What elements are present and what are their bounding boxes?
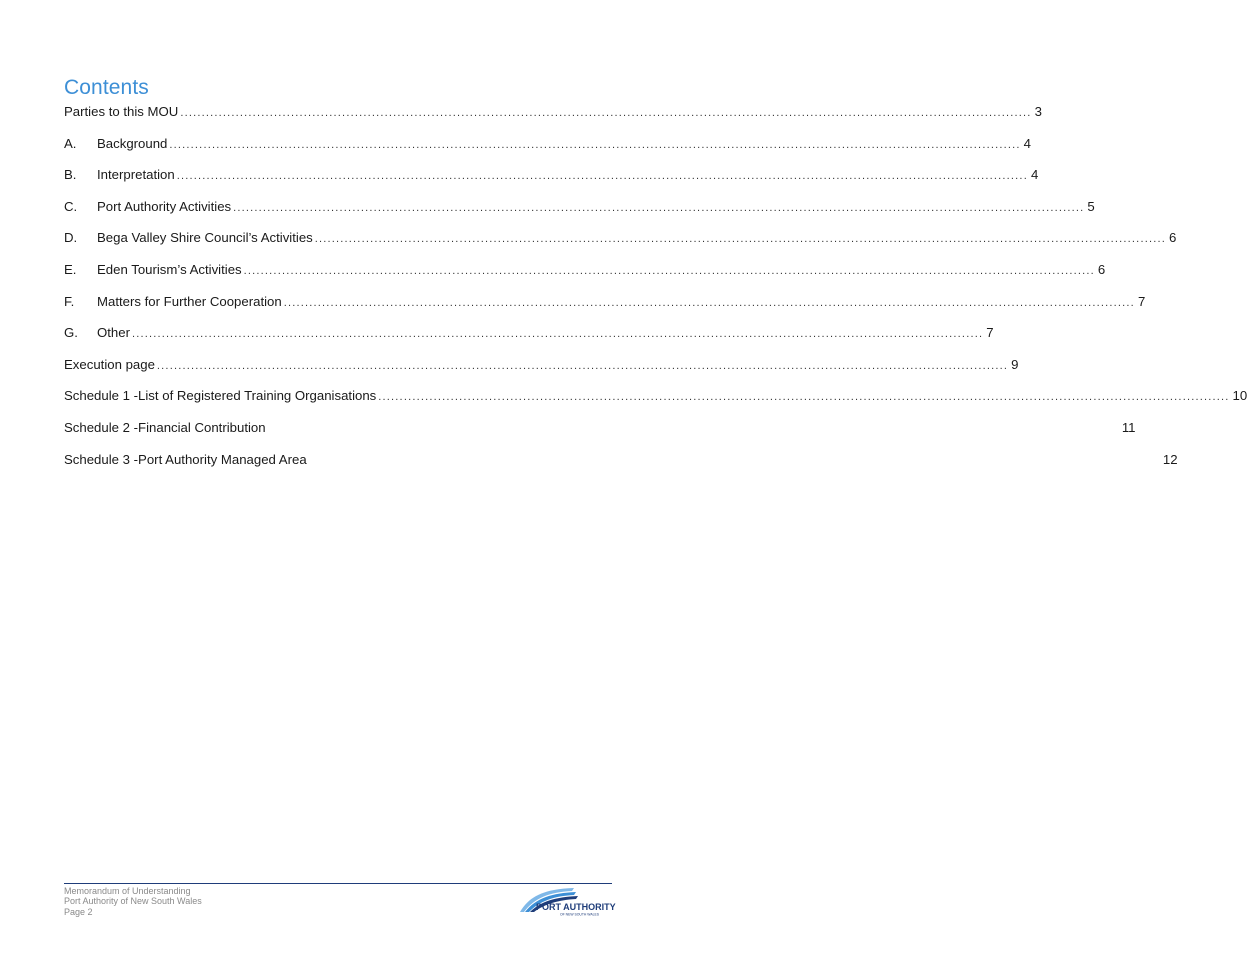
toc-dot-leader: ........................................................................................................................................................................................................ <box>169 138 1021 151</box>
toc-entry[interactable] <box>64 166 1039 198</box>
toc-entry-page-number: 12 <box>1162 451 1178 467</box>
toc-entry-label: Schedule 1 -List of Registered Training Organisations <box>64 388 377 404</box>
toc-entry[interactable] <box>64 419 1136 451</box>
toc-entry-label: Schedule 2 -Financial Contribution <box>64 419 266 435</box>
toc-entry-page-number: 11 <box>1121 419 1136 435</box>
toc-dot-leader: ........................................................................................................................................................................................................ <box>233 201 1085 214</box>
toc-entry-label: Interpretation <box>97 167 175 183</box>
toc-entry[interactable] <box>64 293 1146 325</box>
toc-dot-leader: ........................................................................................................................................................................................................ <box>283 296 1135 309</box>
toc-entry-page-number: 7 <box>1137 293 1146 309</box>
toc-entry[interactable] <box>64 135 1031 167</box>
toc-entry-letter: D. <box>64 230 78 246</box>
footer-text <box>64 886 202 917</box>
toc-entry-page-number: 4 <box>1030 167 1039 183</box>
toc-entry-label: Parties to this MOU <box>64 104 179 119</box>
toc-dot-leader: ........................................................................................................................................................................................................ <box>180 107 1032 119</box>
toc-entry[interactable] <box>64 198 1095 230</box>
toc-entry[interactable] <box>64 261 1106 293</box>
toc-entry-page-number: 5 <box>1087 198 1095 214</box>
toc-entry-label: Other <box>97 325 130 341</box>
logo-name: PORT AUTHORITY <box>536 902 616 912</box>
toc-entry-label: Background <box>97 135 168 151</box>
logo-subtitle: OF NEW SOUTH WALES <box>560 912 600 917</box>
toc-entry-page-number: 6 <box>1168 230 1177 246</box>
toc-entry[interactable] <box>64 356 1019 388</box>
footer-rule <box>64 883 612 884</box>
toc-dot-leader: ........................................................................................................................................................................................................ <box>243 264 1095 277</box>
toc-entry-page-number: 6 <box>1097 261 1106 277</box>
toc-entry-label: Schedule 3 -Port Authority Managed Area <box>64 451 307 467</box>
toc-entry-page-number: 10 <box>1232 388 1247 404</box>
toc-dot-leader: ........................................................................................................................................................................................................ <box>176 170 1028 183</box>
toc-dot-leader: ........................................................................................................................................................................................................ <box>314 233 1166 246</box>
footer-organisation: Port Authority of New South Wales <box>64 896 202 907</box>
toc-entry-page-number: 9 <box>1011 356 1019 372</box>
toc-entry-letter: F. <box>64 293 75 309</box>
toc-entry[interactable] <box>64 103 1042 135</box>
toc-entry-letter: E. <box>64 261 77 277</box>
port-authority-logo <box>516 885 614 917</box>
footer-page-number: Page 2 <box>64 906 93 917</box>
toc-entry-letter: G. <box>64 325 78 341</box>
toc-entry-letter: A. <box>64 135 77 151</box>
toc-entry[interactable] <box>64 229 1177 261</box>
table-of-contents <box>64 103 1247 482</box>
toc-dot-leader: ........................................................................................................................................................................................................ <box>156 359 1009 372</box>
contents-heading: Contents <box>64 76 149 100</box>
toc-entry-page-number: 3 <box>1034 104 1042 119</box>
toc-entry[interactable] <box>64 387 1247 419</box>
toc-dot-leader: ........................................................................................................................................................................................................ <box>131 328 984 341</box>
toc-entry-page-number: 7 <box>986 325 994 341</box>
toc-entry-label: Eden Tourism’s Activities <box>97 261 242 277</box>
toc-entry-page-number: 4 <box>1023 135 1031 151</box>
toc-entry-label: Bega Valley Shire Council’s Activities <box>97 230 313 246</box>
toc-entry[interactable] <box>64 451 1178 483</box>
toc-entry-label: Execution page <box>64 356 155 372</box>
toc-dot-leader: ........................................................................................................................................................................................................ <box>378 391 1230 404</box>
toc-entry-label: Port Authority Activities <box>97 198 232 214</box>
toc-entry-letter: B. <box>64 167 77 183</box>
toc-entry-label: Matters for Further Cooperation <box>97 293 282 309</box>
toc-entry[interactable] <box>64 324 994 356</box>
toc-entry-letter: C. <box>64 198 78 214</box>
footer-document-title: Memorandum of Understanding <box>64 886 191 896</box>
